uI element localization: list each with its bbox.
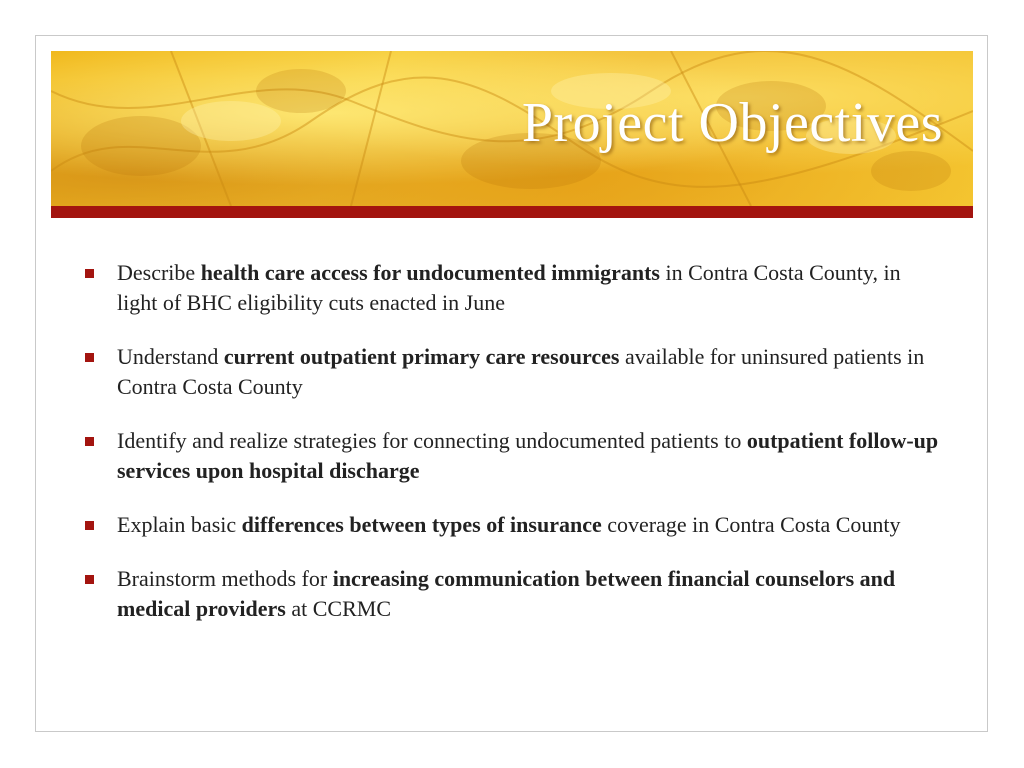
bullet-text-pre: Identify and realize strategies for connecting undocumented patients to <box>117 428 747 453</box>
list-item <box>85 426 945 486</box>
bullet-square-icon <box>85 437 94 446</box>
bullet-text-bold: increasing communication between financial counselors and medical providers <box>117 566 896 621</box>
bullet-text-bold: outpatient follow-up services upon hospital discharge <box>117 428 939 483</box>
title-banner <box>51 51 973 206</box>
bullet-text-bold: differences between types of insurance <box>241 512 602 537</box>
list-item <box>85 342 945 402</box>
bullet-text-pre: Brainstorm methods for <box>117 566 333 591</box>
objectives-list <box>85 258 945 648</box>
bullet-text-post: in Contra Costa County, in light of BHC eligibility cuts enacted in June <box>117 260 901 315</box>
bullet-square-icon <box>85 269 94 278</box>
bullet-text-bold: health care access for undocumented immigrants <box>200 260 660 285</box>
bullet-text-post: available for uninsured patients in Contra Costa County <box>117 344 925 399</box>
list-item <box>85 564 945 624</box>
bullet-text-post: at CCRMC <box>285 596 391 621</box>
bullet-square-icon <box>85 575 94 584</box>
bullet-text-bold: current outpatient primary care resources <box>223 344 620 369</box>
bullet-text-pre: Understand <box>117 344 224 369</box>
bullet-text-pre: Explain basic <box>117 512 242 537</box>
title-divider <box>51 206 973 218</box>
slide-title: Project Objectives <box>521 92 943 154</box>
bullet-text-post: coverage in Contra Costa County <box>601 512 901 537</box>
bullet-square-icon <box>85 521 94 530</box>
bullet-square-icon <box>85 353 94 362</box>
list-item <box>85 258 945 318</box>
bullet-text-pre: Describe <box>117 260 201 285</box>
list-item <box>85 510 945 540</box>
